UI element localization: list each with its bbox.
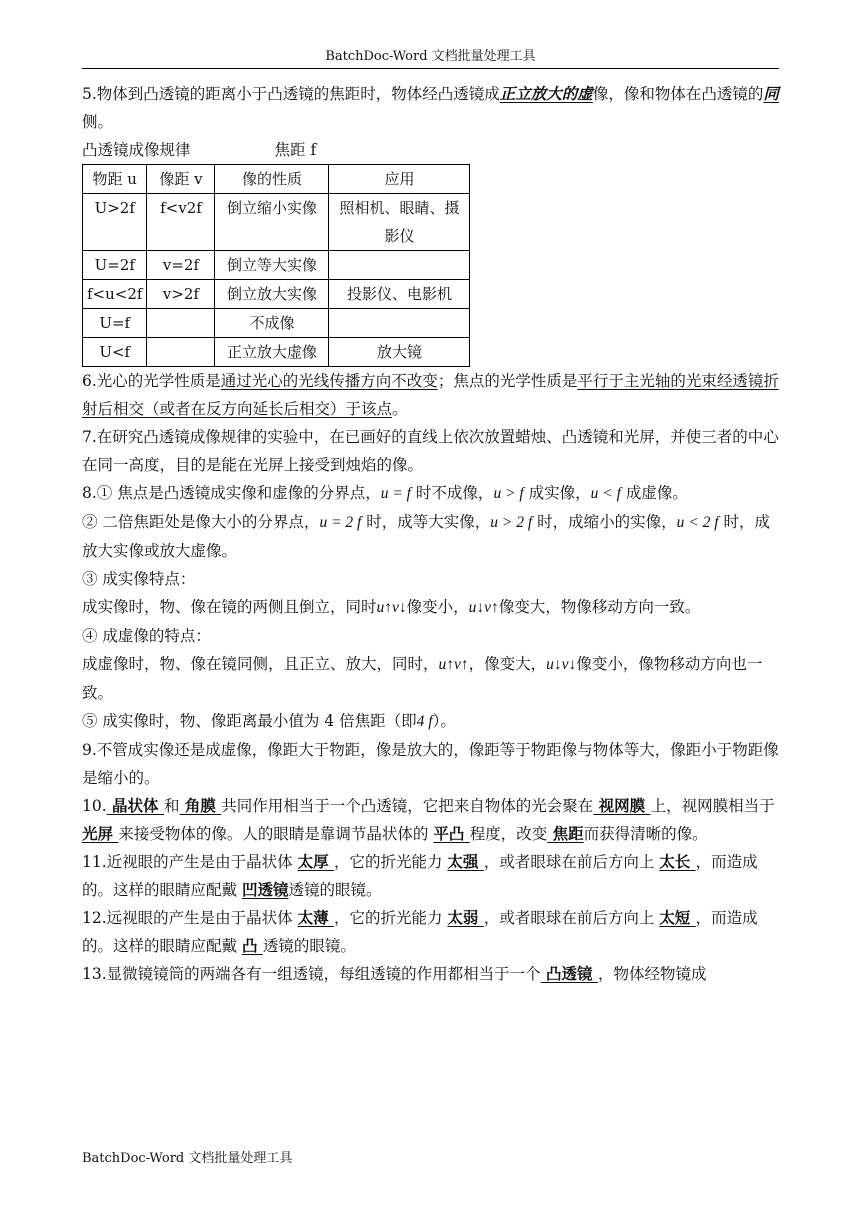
table-cell [329,251,470,280]
answer-blank: 凸透镜 [540,964,598,983]
item-5-text-mid: 像，像和物体在凸透镜的 [592,85,764,103]
text: ，它的折光能力 [333,853,448,871]
table-cell: 倒立等大实像 [215,251,329,280]
table-title-left: 凸透镜成像规律 [82,141,191,159]
text: 成虚像。 [620,484,688,502]
text: 13.显微镜镜筒的两端各有一组透镜，每组透镜的作用都相当于一个 [82,965,541,983]
answer-blank: 光屏 [82,824,119,843]
header-cell: 物距 u [83,165,147,194]
text: 成虚像时，物、像在镜同侧，且正立、放大，同时， [82,655,439,673]
text: 像变大，物像移动方向一致。 [498,598,701,616]
item-5-text-end: 侧。 [82,113,114,131]
text: 透镜的眼镜。 [288,881,382,899]
text: 像变小，像物移动方向也一致。 [82,655,763,702]
answer-blank: 焦距 [547,824,584,843]
text: ，或者眼球在前后方向上 [483,909,660,927]
text: ）。 [432,712,456,730]
table-cell: 倒立缩小实像 [215,194,329,251]
formula: u = 2 f [319,514,362,531]
item-8-line-7 [82,707,782,736]
table-cell: 投影仪、电影机 [329,280,470,309]
header-cell: 像距 v [147,165,215,194]
table-cell: 照相机、眼睛、摄影仪 [329,194,470,251]
header-cell: 应用 [329,165,470,194]
answer-blank: 太短 [659,908,696,927]
text: ，它的折光能力 [333,909,448,927]
answer-blank: 太弱 [447,908,484,927]
table-title [82,136,782,164]
answer-blank: 太长 [659,852,696,871]
table-title-right: 焦距 f [274,141,317,159]
text: ，物体经物镜成 [597,965,707,983]
header-cell: 像的性质 [215,165,329,194]
item-10 [82,792,782,848]
table-row [83,194,470,251]
text: 时，成放大实像或放大虚像。 [82,513,770,560]
table-header-row [83,165,470,194]
answer-blank: 平凸 [433,824,470,843]
item-6-answer-1: 通过光心的光线传播方向不改变 [220,372,438,390]
answer-blank: 太强 [447,852,484,871]
text: ，而造成的。这样的眼睛应配戴 [82,853,758,899]
item-5 [82,80,782,136]
text: 10. [82,797,107,815]
item-5-answer-1: 正立放大的虚 [499,84,593,103]
header-rule [82,68,779,69]
answer-blank: 太厚 [297,852,334,871]
text: 来接受物体的像。人的眼睛是靠调节晶状体的 [118,825,434,843]
table-cell [147,309,215,338]
text: 成实像， [523,484,591,502]
formula: u↓v↑ [468,599,499,616]
text: 共同作用相当于一个凸透镜，它把来自物体的光会聚在 [221,797,594,815]
page-header: BatchDoc-Word 文档批量处理工具 [325,49,536,64]
table-cell: 正立放大虚像 [215,338,329,367]
table-row [83,251,470,280]
text: 成实像时，物、像在镜的两侧且倒立，同时 [82,598,377,616]
table-cell: 放大镜 [329,338,470,367]
item-6-answer-2: 平行于主光轴的光束经透镜折射后相交（或者在反方向延长后相交）于该点 [82,372,779,418]
table-cell: U>2f [83,194,147,251]
table-cell: U<f [83,338,147,367]
formula: u < f [590,485,621,502]
answer-blank: 凹透镜 [241,880,289,899]
text: 而获得清晰的像。 [583,825,708,843]
text: 时，成缩小的实像， [532,513,677,531]
table-cell: f<v2f [147,194,215,251]
table-cell: v>2f [147,280,215,309]
table-cell: 不成像 [215,309,329,338]
document-body [82,80,782,988]
answer-blank: 晶状体 [106,796,164,815]
page-footer: BatchDoc-Word 文档批量处理工具 [82,1151,293,1166]
table-cell [329,309,470,338]
answer-blank: 角膜 [179,796,222,815]
item-13 [82,960,782,988]
item-6-text-end: 。 [392,400,408,418]
item-8-line-2 [82,508,782,565]
lens-imaging-table [82,164,470,367]
item-12 [82,904,782,960]
item-9: 9.不管成实像还是成虚像，像距大于物距，像是放大的，像距等于物距像与物体等大，像距小于物距像是缩小的。 [82,741,779,787]
text: ，像变大， [468,655,547,673]
text: ② 二倍焦距处是像大小的分界点， [82,513,320,531]
table-cell [147,338,215,367]
formula: u > f [493,485,524,502]
table-cell: v=2f [147,251,215,280]
table-cell: 倒立放大实像 [215,280,329,309]
table-row [83,338,470,367]
text: 12.远视眼的产生是由于晶状体 [82,909,298,927]
text: 透镜的眼镜。 [262,937,356,955]
item-11 [82,848,782,904]
text: ⑤ 成实像时，物、像距离最小值为 4 倍焦距（即 [82,712,417,730]
text: 程度，改变 [469,825,548,843]
item-8-line-3: ③ 成实像特点： [82,570,196,588]
formula: u > 2 f [490,514,533,531]
formula: u < 2 f [676,514,719,531]
item-8-line-1 [82,479,782,508]
item-8-line-6 [82,650,782,707]
text: 时不成像， [411,484,494,502]
text: ，而造成的。这样的眼睛应配戴 [82,909,758,955]
item-6 [82,367,782,423]
item-7: 7.在研究凸透镜成像规律的实验中，在已画好的直线上依次放置蜡烛、凸透镜和光屏，并使三者的中心在同一高度，目的是能在光屏上接受到烛焰的像。 [82,428,779,474]
item-6-text: 6.光心的光学性质是 [82,372,221,390]
text: 11.近视眼的产生是由于晶状体 [82,853,298,871]
text: ，或者眼球在前后方向上 [483,853,660,871]
answer-blank: 视网膜 [593,796,651,815]
text: 8.① 焦点是凸透镜成实像和虚像的分界点， [82,484,381,502]
item-8-line-5: ④ 成虚像的特点： [82,627,211,645]
formula: 4 f [416,713,433,730]
answer-blank: 太薄 [297,908,334,927]
text: 和 [163,797,180,815]
text: 时，成等大实像， [361,513,491,531]
table-cell: U=2f [83,251,147,280]
item-5-answer-2: 同 [763,84,779,103]
item-6-text-mid: ；焦点的光学性质是 [437,372,578,390]
table-cell: U=f [83,309,147,338]
answer-blank: 凸 [241,936,263,955]
table-cell: f<u<2f [83,280,147,309]
table-row [83,280,470,309]
table-row [83,309,470,338]
item-8-line-4 [82,593,782,622]
formula: u↑v↓ [376,599,407,616]
formula: u = f [380,485,411,502]
formula: u↓v↓ [546,656,577,673]
text: 上，视网膜相当于 [650,797,775,815]
formula: u↑v↑ [438,656,469,673]
item-5-text: 5.物体到凸透镜的距离小于凸透镜的焦距时，物体经凸透镜成 [82,85,500,103]
text: 像变小， [406,598,469,616]
